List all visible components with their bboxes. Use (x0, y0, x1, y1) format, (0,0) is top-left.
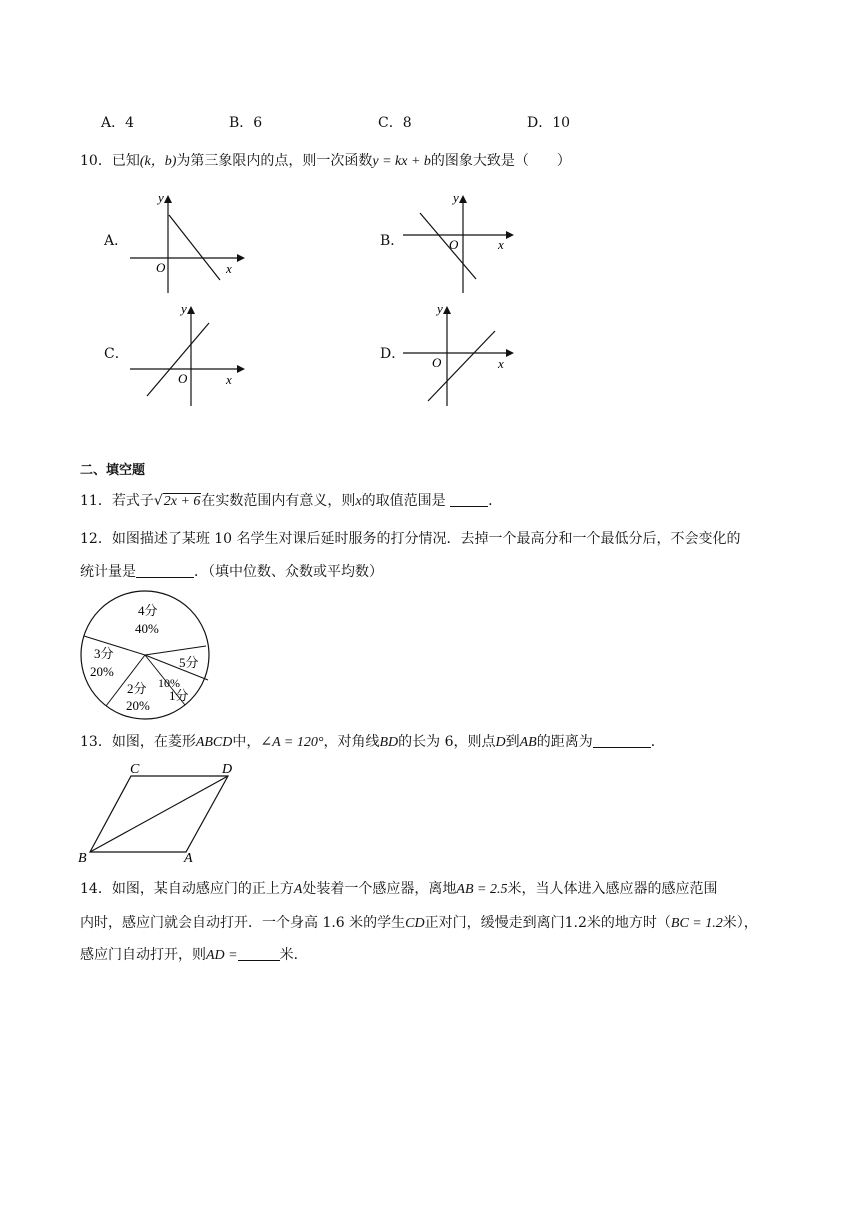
pie-label-1: 1分 (169, 688, 189, 703)
q10-graph-label-a: A． (104, 233, 129, 249)
pie-label-3: 3分 (94, 646, 114, 661)
section-title: 二、填空题 (80, 463, 146, 478)
q14-line1: 14．如图，某自动感应门的正上方A处装着一个感应器，离地AB = 2.5米，当人体进入感应器的感应范围 (80, 881, 718, 897)
origin-label: O (178, 371, 188, 386)
pie-percent-2: 20% (126, 698, 150, 713)
axis-x-label: x (498, 356, 504, 371)
pie-percent-1: 10% (158, 676, 180, 690)
axis-y-label: y (453, 190, 459, 205)
axis-x-label: x (226, 261, 232, 276)
q10-graph-d (398, 298, 523, 410)
vertex-c: C (130, 762, 140, 777)
origin-label: O (449, 237, 459, 252)
pie-label-4: 4分 (138, 603, 158, 618)
axis-x-label: x (226, 372, 232, 387)
origin-label: O (432, 355, 442, 370)
q10-graph-label-d: D． (380, 346, 406, 362)
q12-answer-blank[interactable] (136, 563, 194, 578)
axis-y-label: y (158, 190, 164, 205)
q12-line2: 统计量是 ．（填中位数、众数或平均数） (80, 564, 383, 580)
q11-answer-blank[interactable] (450, 492, 488, 507)
q13-rhombus-figure (76, 758, 246, 864)
axis-y-label: y (437, 301, 443, 316)
vertex-d: D (222, 762, 233, 777)
q13-answer-blank[interactable] (593, 733, 651, 748)
q10-graph-b (398, 185, 523, 295)
vertex-b: B (78, 851, 87, 864)
q10-graph-label-b: B． (380, 233, 405, 249)
pie-label-2: 2分 (127, 681, 147, 696)
origin-label: O (156, 260, 166, 275)
pie-label-5: 5分 (179, 655, 199, 670)
q9-option-d: D．10 (527, 115, 571, 131)
vertex-a: A (184, 851, 193, 864)
q9-option-b: B．6 (229, 115, 263, 131)
q10-graph-c (125, 298, 250, 410)
q9-option-c: C．8 (378, 115, 412, 131)
sqrt-sign: √ (153, 493, 163, 509)
q12-pie-chart (78, 588, 213, 723)
q14-answer-blank[interactable] (238, 946, 280, 961)
pie-percent-3: 20% (90, 664, 114, 679)
q11-stem: 11．若式子√2x + 6在实数范围内有意义，则x的取值范围是 ． (80, 493, 503, 509)
q14-line2: 内时，感应门就会自动打开．一个身高 1.6 米的学生CD正对门，缓慢走到离门1.2米的地方时（BC = 1.2米）， (80, 915, 758, 931)
q9-option-a: A．4 (101, 115, 135, 131)
q12-line1: 12．如图描述了某班 10 名学生对课后延时服务的打分情况．去掉一个最高分和一个最低分后，不会变化的 (80, 531, 741, 547)
q14-line3: 感应门自动打开，则AD = 米． (80, 947, 308, 963)
q13-stem: 13．如图，在菱形ABCD中，∠A = 120°，对角线BD的长为 6，则点D到AB的距离为 ． (80, 734, 665, 750)
q10-formula: y = kx + b (372, 154, 431, 169)
q10-graph-a (125, 185, 250, 295)
q11-radicand: 2x + 6 (163, 494, 201, 509)
q10-stem: 10．已知(k，b)为第三象限内的点，则一次函数y = kx + b的图象大致是（ ） (80, 153, 571, 169)
q10-graph-label-c: C． (104, 346, 129, 362)
q10-point: (k，b) (139, 154, 177, 169)
pie-percent-4: 40% (135, 621, 159, 636)
axis-y-label: y (181, 301, 187, 316)
axis-x-label: x (498, 237, 504, 252)
